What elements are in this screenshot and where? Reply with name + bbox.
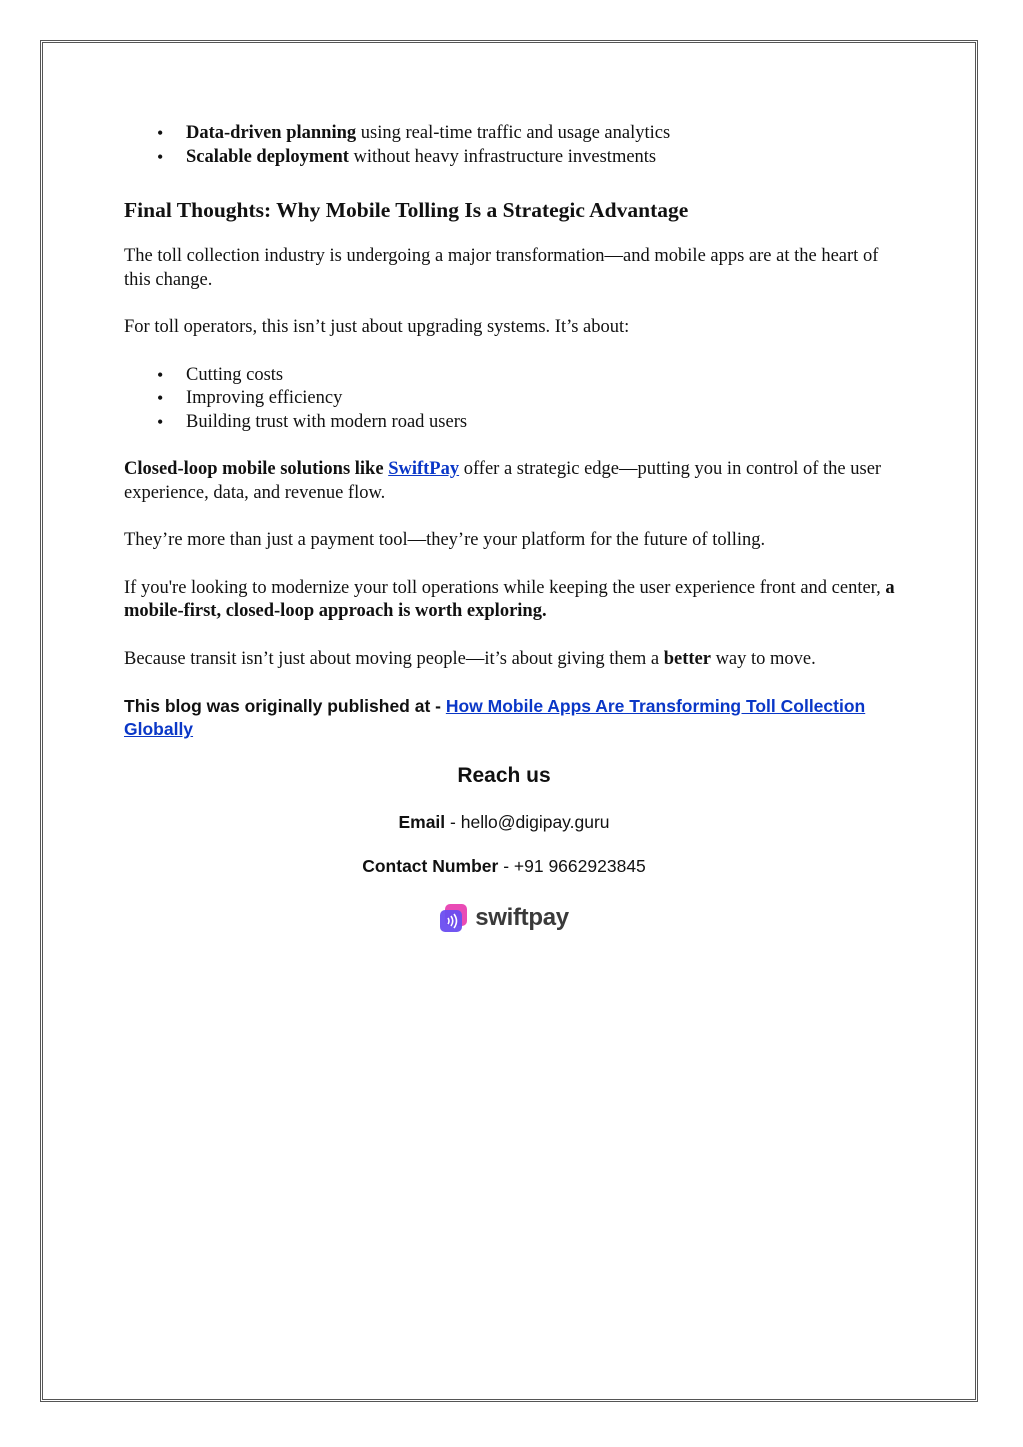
phone-label: Contact Number <box>362 856 499 876</box>
list-item: • Improving efficiency <box>186 387 904 411</box>
bullet-text: without heavy infrastructure investments <box>348 146 657 167</box>
section-heading: Final Thoughts: Why Mobile Tolling Is a Strategic Advantage <box>124 198 689 222</box>
swiftpay-logo-icon <box>439 903 469 933</box>
bold-text: Closed-loop mobile solutions like <box>124 459 389 479</box>
paragraph <box>124 577 904 624</box>
separator: - <box>445 812 461 832</box>
bullet-bold: Data-driven planning <box>186 123 357 143</box>
paragraph: They’re more than just a payment tool—they’re your platform for the future of tolling. <box>124 530 766 550</box>
bullet-bold: Scalable deployment <box>186 146 349 167</box>
list-item: • Cutting costs <box>186 364 904 388</box>
document-content <box>124 122 904 933</box>
paragraph <box>124 458 904 505</box>
top-bullet-list <box>124 122 904 169</box>
original-article-link[interactable]: How Mobile Apps Are Transforming Toll Collection Globally <box>124 696 866 739</box>
swiftpay-logo <box>114 903 894 933</box>
reach-us-heading: Reach us <box>457 764 551 787</box>
bold-text: a mobile-first, closed-loop approach is worth exploring. <box>124 577 895 621</box>
benefits-list <box>124 364 904 435</box>
paragraph <box>124 648 904 672</box>
swiftpay-link[interactable]: SwiftPay <box>388 459 460 479</box>
paragraph-text: Because transit isn’t just about moving people—it’s about giving them a <box>124 648 664 669</box>
email-line <box>114 811 894 833</box>
paragraph-text: way to move. <box>710 648 816 669</box>
bullet-text: using real-time traffic and usage analytics <box>356 123 671 143</box>
list-item <box>186 146 904 170</box>
list-item: • Building trust with modern road users <box>186 411 904 435</box>
email-label: Email <box>398 812 446 832</box>
published-prefix: This blog was originally published at - <box>124 696 446 716</box>
list-item <box>186 122 904 146</box>
bold-text: better <box>663 648 711 669</box>
logo-wordmark: swiftpay <box>475 904 569 932</box>
paragraph: The toll collection industry is undergoing a major transformation—and mobile apps are at the heart of this change. <box>124 246 879 290</box>
phone-line <box>114 855 894 877</box>
paragraph-text: offer a strategic edge—putting you in control of the user experience, data, and revenue flow. <box>124 459 882 503</box>
published-note <box>124 695 904 741</box>
phone-value: +91 9662923845 <box>513 856 646 876</box>
email-value: hello@digipay.guru <box>460 812 610 832</box>
paragraph-text: If you're looking to modernize your toll operations while keeping the user experience front and center, <box>124 577 886 598</box>
paragraph: For toll operators, this isn’t just about upgrading systems. It’s about: <box>124 317 630 337</box>
separator: - <box>498 856 514 876</box>
